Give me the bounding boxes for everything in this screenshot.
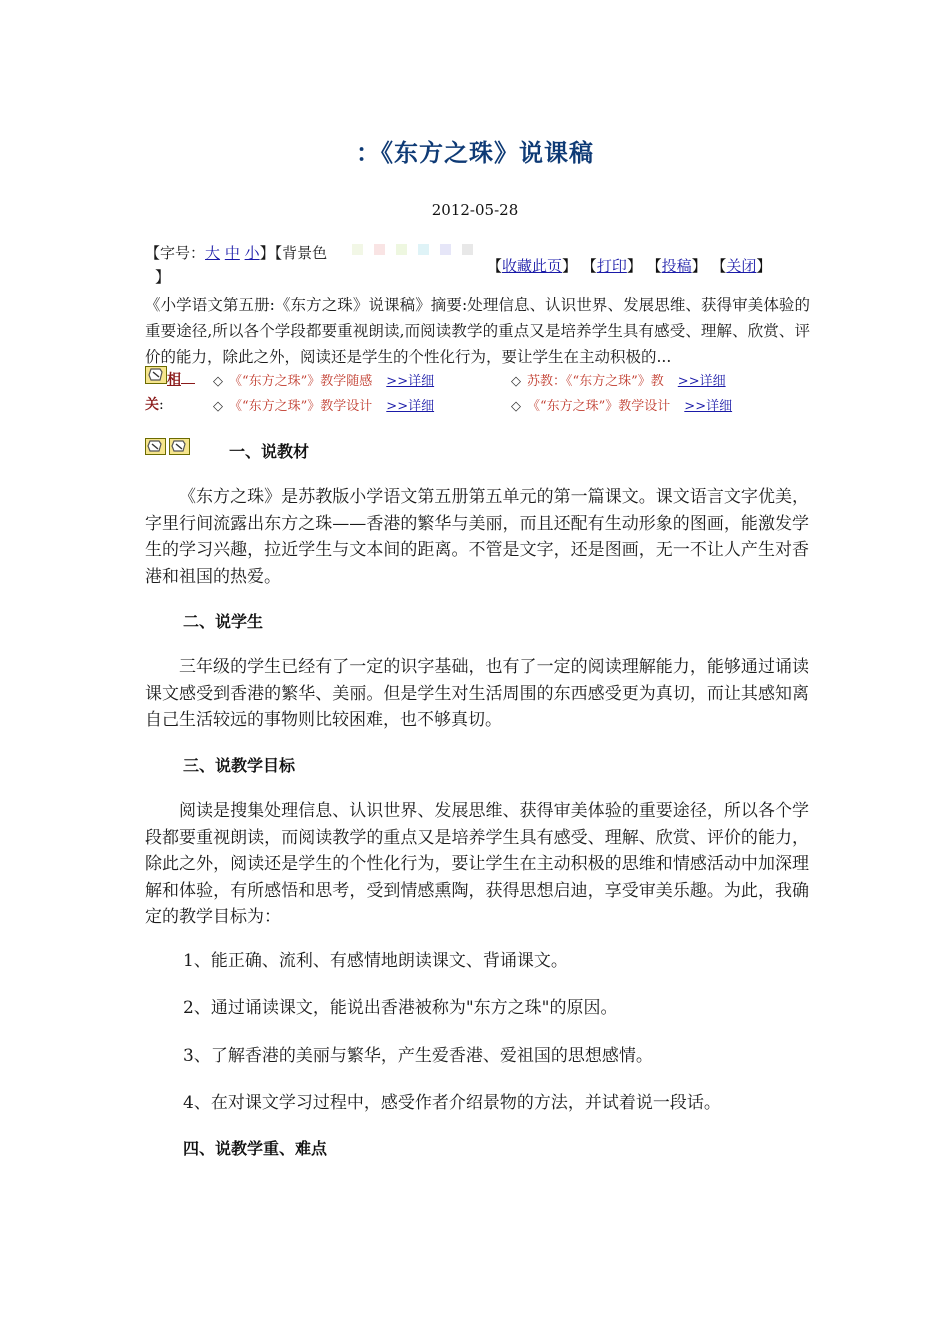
related-item: ◇ 苏教：《“东方之珠”》教 >>详细	[511, 374, 726, 389]
related-item: ◇ 《“东方之珠”》教学设计 >>详细	[511, 399, 733, 414]
goal-item: 4、在对课文学习过程中，感受作者介绍景物的方法，并试着说一段话。	[183, 1093, 721, 1113]
print-link[interactable]: 打印	[596, 257, 627, 275]
font-small-link[interactable]: 小	[244, 244, 260, 262]
bg-close-bracket: 】	[155, 268, 171, 286]
diamond-icon: ◇	[213, 399, 223, 414]
bg-swatch-2[interactable]	[374, 244, 385, 255]
font-size-controls	[145, 242, 327, 263]
bg-color-label: 】【背景色	[259, 244, 328, 262]
article-toolbar	[145, 242, 805, 288]
goal-item: 2、通过诵读课文，能说出香港被称为"东方之珠"的原因。	[183, 998, 618, 1018]
detail-link[interactable]: >>详细	[677, 374, 726, 389]
font-size-label: 【字号：	[145, 244, 206, 262]
bg-swatch-1[interactable]	[352, 244, 363, 255]
goal-item: 1、能正确、流利、有感情地朗读课文、背诵课文。	[183, 951, 568, 971]
related-item: ◇ 《“东方之珠”》教学设计 >>详细	[213, 399, 435, 414]
publish-date: 2012-05-28	[431, 201, 519, 219]
favorite-link[interactable]: 收藏此页	[502, 257, 563, 275]
diamond-icon: ◇	[511, 374, 521, 389]
related-articles	[145, 366, 810, 416]
section-heading-students: 二、说学生	[183, 612, 264, 631]
diamond-icon: ◇	[511, 399, 521, 414]
related-label-bottom: 关:	[145, 397, 164, 413]
font-large-link[interactable]: 大	[205, 244, 221, 262]
related-label-top: 相	[167, 369, 195, 389]
related-item: ◇ 《“东方之珠”》教学随感 >>详细	[213, 374, 435, 389]
section-icons	[145, 438, 191, 456]
goal-item: 3、了解香港的美丽与繁华，产生爱香港、爱祖国的思想感情。	[183, 1046, 653, 1066]
pencil-note-icon	[145, 438, 166, 455]
section-text-goals: 阅读是搜集处理信息、认识世界、发展思维、获得审美体验的重要途径，所以各个学段都要重视朗读，而阅读教学的重点又是培养学生具有感受、理解、欣赏、评价的能力，除此之外，阅读还是学生的个性化行为，要让学生在主动积极的思维和情感活动中加深理解和体验，有所感悟和思考，受到情感熏陶，获得思想启迪，享受审美乐趣。为此，我确定的教学目标为：	[145, 801, 809, 927]
section-heading-textbook: 一、说教材	[229, 442, 310, 461]
close-link[interactable]: 关闭	[726, 257, 757, 275]
bg-color-swatches	[352, 244, 484, 262]
font-medium-link[interactable]: 中	[224, 244, 240, 262]
section-heading-goals: 三、说教学目标	[183, 756, 296, 775]
detail-link[interactable]: >>详细	[386, 374, 435, 389]
page-actions: 【收藏此页】 【打印】 【投稿】 【关闭】	[487, 257, 772, 275]
bg-swatch-3[interactable]	[396, 244, 407, 255]
section-heading-key-points: 四、说教学重、难点	[183, 1139, 328, 1158]
submit-link[interactable]: 投稿	[661, 257, 692, 275]
detail-link[interactable]: >>详细	[386, 399, 435, 414]
bg-swatch-4[interactable]	[418, 244, 429, 255]
pencil-note-icon	[169, 438, 190, 455]
section-text-students: 三年级的学生已经有了一定的识字基础，也有了一定的阅读理解能力，能够通过诵读课文感受到香港的繁华、美丽。但是学生对生活周围的东西感受更为真切，而让其感知离自己生活较远的事物则比较困难，也不够真切。	[145, 657, 809, 730]
bg-swatch-6[interactable]	[462, 244, 473, 255]
section-text-textbook: 《东方之珠》是苏教版小学语文第五册第五单元的第一篇课文。课文语言文字优美，字里行间流露出东方之珠——香港的繁华与美丽，而且还配有生动形象的图画，能激发学生的学习兴趣，拉近学生与文本间的距离。不管是文字，还是图画，无一不让人产生对香港和祖国的热爱。	[145, 487, 809, 587]
page-title: ：《东方之珠》说课稿	[356, 139, 594, 167]
diamond-icon: ◇	[213, 374, 223, 389]
related-icon	[145, 366, 167, 384]
article-summary: 《小学语文第五册:《东方之珠》说课稿》摘要:处理信息、认识世界、发展思维、获得审美体验的重要途径,所以各个学段都要重视朗读,而阅读教学的重点又是培养学生具有感受、理解、欣赏、评价的能力，除此之外，阅读还是学生的个性化行为，要让学生在主动积极的...	[145, 296, 810, 366]
detail-link[interactable]: >>详细	[684, 399, 733, 414]
bg-swatch-5[interactable]	[440, 244, 451, 255]
